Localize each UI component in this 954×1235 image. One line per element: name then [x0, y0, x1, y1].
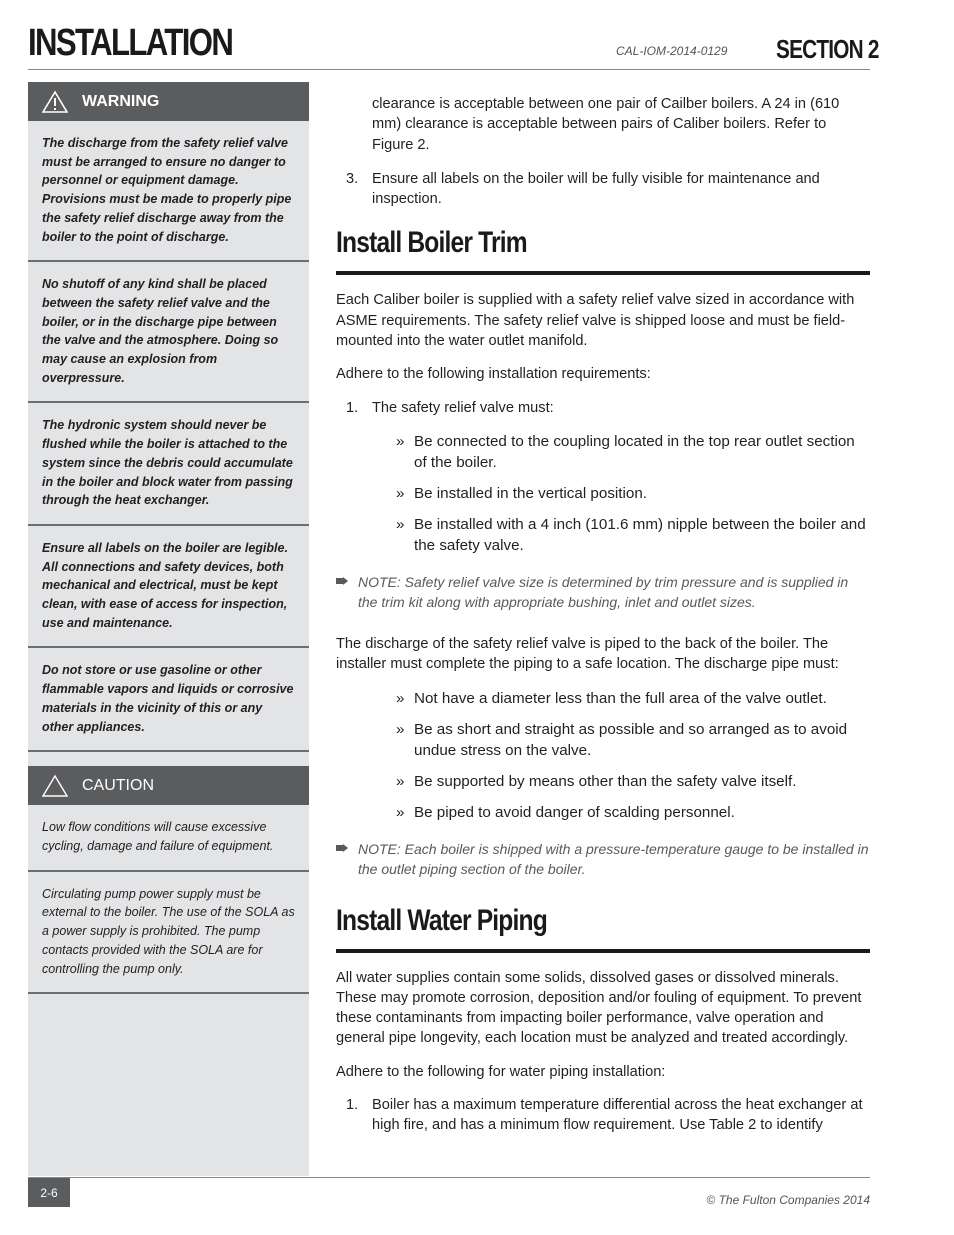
- section-label: SECTION 2: [776, 34, 879, 64]
- paragraph: Adhere to the following installation requirements:: [336, 366, 651, 383]
- bullet-marker: »: [396, 803, 405, 821]
- list-item: 3. Ensure all labels on the boiler will be fully visible for maintenance and inspection.: [346, 170, 820, 208]
- paragraph: Each Caliber boiler is supplied with a safety relief valve sized in accordance with ASME requirements. The safety relief valve is shipped loose and must be field-mounted into the water outlet manifold.: [336, 292, 855, 350]
- caution-header: [28, 766, 309, 805]
- warning-icon: [42, 90, 68, 114]
- warning-note: The hydronic system should never be flushed while the boiler is attached to the system since the debris could accumulate in the boiler and block water from passing through the heat exchanger.: [28, 403, 309, 526]
- page-number: 2-6: [28, 1178, 70, 1207]
- list-item: 1. Boiler has a maximum temperature differential across the heat exchanger at high fire, and has a minimum flow requirement. Use Table 2 to identify: [346, 1097, 863, 1134]
- heading-rule: [336, 271, 870, 275]
- document-number: CAL-IOM-2014-0129: [616, 44, 728, 58]
- arrow-right-icon: [336, 844, 348, 852]
- bullet-item: » Be piped to avoid danger of scalding personnel.: [396, 803, 735, 821]
- bullet-item: » Be supported by means other than the safety valve itself.: [396, 772, 797, 790]
- bullet-marker: »: [396, 432, 405, 450]
- note-callout: NOTE: Safety relief valve size is determined by trim pressure and is supplied in the trim kit along with appropriate bushing, inlet and outlet sizes.: [336, 572, 870, 612]
- bullet-item: » Be installed in the vertical position.: [396, 484, 648, 502]
- header-rule: [28, 69, 870, 70]
- note-callout: NOTE: Each boiler is shipped with a pressure-temperature gauge to be installed in the outlet piping section of the boiler.: [336, 839, 870, 879]
- bullet-marker: »: [396, 689, 405, 707]
- caution-label: CAUTION: [82, 776, 154, 794]
- warning-note: The discharge from the safety relief valve must be arranged to ensure no danger to personnel or equipment damage. Provisions must be made to properly pipe the safety relief discharge away from the boiler to the point of discharge.: [28, 121, 309, 262]
- paragraph: All water supplies contain some solids, dissolved gases or dissolved minerals. These may promote corrosion, deposition and/or fouling of equipment. To prevent these contaminants from impacting boiler performance, valve operation and general pipe longevity, each location must be analyzed and treated accordingly.: [336, 969, 862, 1047]
- bullet-item: » Not have a diameter less than the full area of the valve outlet.: [396, 689, 827, 707]
- bullet-item: » Be as short and straight as possible and so arranged as to avoid undue stress on the valve.: [396, 720, 848, 759]
- footer-rule: [28, 1177, 870, 1178]
- bullet-marker: »: [396, 515, 405, 533]
- warning-header: [28, 82, 309, 121]
- warning-note: Do not store or use gasoline or other flammable vapors and liquids or corrosive materials in the vicinity of this or any other appliances.: [28, 648, 309, 752]
- copyright: © The Fulton Companies 2014: [706, 1193, 870, 1207]
- caution-note: Circulating pump power supply must be external to the boiler. The use of the SOLA as a power supply is prohibited. The pump contacts provided with the SOLA are for controlling the pump only.: [28, 872, 309, 995]
- bullet-marker: »: [396, 720, 405, 738]
- section-heading: Install Water Piping: [336, 903, 547, 937]
- section-heading: Install Boiler Trim: [336, 226, 527, 260]
- page-title: INSTALLATION: [28, 22, 233, 64]
- caution-icon: [42, 774, 68, 798]
- warning-note: No shutoff of any kind shall be placed between the safety relief valve and the boiler, or in the discharge pipe between the valve and the atmosphere. Doing so may cause an explosion from overpressure.: [28, 262, 309, 403]
- bullet-marker: »: [396, 484, 405, 502]
- arrow-right-icon: [336, 577, 348, 585]
- caution-note: Low flow conditions will cause excessive cycling, damage and failure of equipment.: [28, 805, 309, 871]
- section-install-water-piping: [336, 903, 870, 953]
- bullet-marker: »: [396, 772, 405, 790]
- sidebar-notices: [28, 82, 309, 1176]
- list-item: 1. The safety relief valve must:: [346, 399, 554, 416]
- heading-rule: [336, 949, 870, 953]
- warning-note: Ensure all labels on the boiler are legible. All connections and safety devices, both mechanical and electrical, must be kept clean, with ease of access for inspection, use and maintenance.: [28, 526, 309, 649]
- paragraph: The discharge of the safety relief valve is piped to the back of the boiler. The installer must complete the piping to a safe location. The discharge pipe must:: [336, 635, 839, 673]
- bullet-item: » Be connected to the coupling located in the top rear outlet section of the boiler.: [396, 432, 855, 471]
- paragraph: Adhere to the following for water piping installation:: [336, 1063, 666, 1080]
- section-install-boiler-trim: [336, 226, 870, 275]
- bullet-item: » Be installed with a 4 inch (101.6 mm) nipple between the boiler and the safety valve.: [396, 515, 866, 554]
- main-content: [336, 94, 870, 1136]
- warning-label: WARNING: [82, 92, 160, 110]
- continued-paragraph: clearance is acceptable between one pair of Cailber boilers. A 24 in (610 mm) clearance is acceptable between pairs of Caliber boilers. Refer to Figure 2.: [372, 96, 840, 153]
